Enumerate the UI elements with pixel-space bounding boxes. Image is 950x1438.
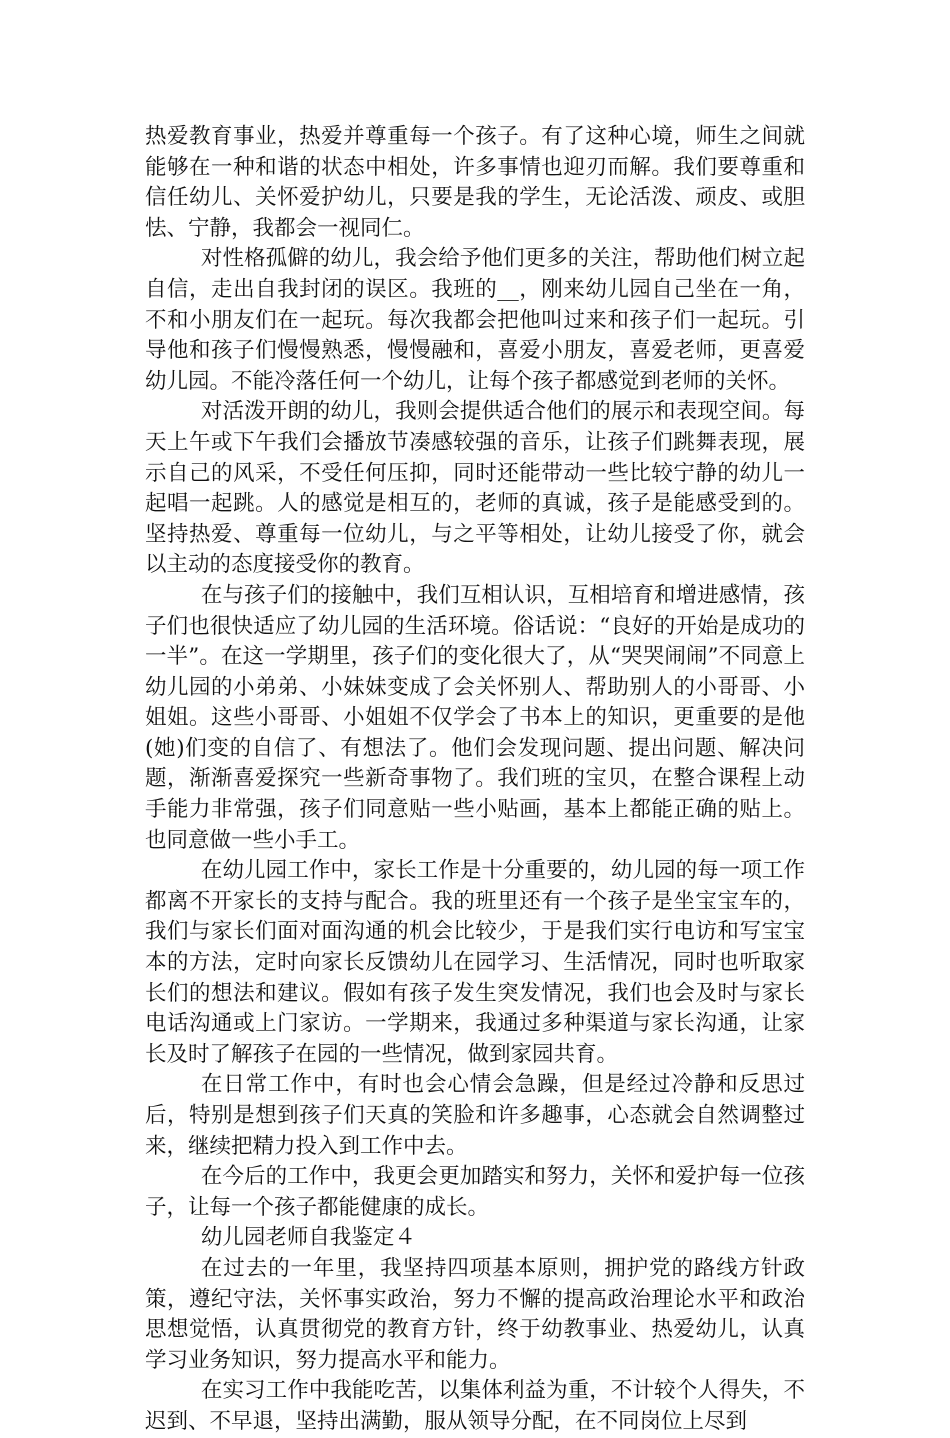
paragraph-future-work: 在今后的工作中，我更会更加踏实和努力，关怀和爱护每一位孩子，让每一个孩子都能健康的成长。 <box>145 1164 805 1220</box>
document-body <box>145 122 805 1438</box>
paragraph-daily-work: 在日常工作中，有时也会心情会急躁，但是经过冷静和反思过后，特别是想到孩子们天真的笑脸和许多趣事，心态就会自然调整过来，继续把精力投入到工作中去。 <box>145 1072 805 1159</box>
paragraph-children-growth: 在与孩子们的接触中，我们互相认识，互相培育和增进感情，孩子们也很快适应了幼儿园的生活环境。俗话说：“良好的开始是成功的一半”。在这一学期里，孩子们的变化很大了，从“哭哭闹闹”不同意上幼儿园的小弟弟、小妹妹变成了会关怀别人、帮助别人的小哥哥、小姐姐。这些小哥哥、小姐姐不仅学会了书本上的知识，更重要的是他(她)们变的自信了、有想法了。他们会发现问题、提出问题、解决问题，渐渐喜爱探究一些新奇事物了。我们班的宝贝，在整合课程上动手能力非常强，孩子们同意贴一些小贴画，基本上都能正确的贴上。也同意做一些小手工。 <box>145 582 805 853</box>
section-heading: 幼儿园老师自我鉴定４ <box>200 1225 416 1251</box>
paragraph-withdrawn-children: 对性格孤僻的幼儿，我会给予他们更多的关注，帮助他们树立起自信，走出自我封闭的误区。我班的__，刚来幼儿园自己坐在一角，不和小朋友们在一起玩。每次我都会把他叫过来和孩子们一起玩。引导他和孩子们慢慢熟悉，慢慢融和，喜爱小朋友，喜爱老师，更喜爱幼儿园。不能冷落任何一个幼儿，让每个孩子都感觉到老师的关怀。 <box>145 246 805 394</box>
paragraph-lively-children: 对活泼开朗的幼儿，我则会提供适合他们的展示和表现空间。每天上午或下午我们会播放节凑感较强的音乐，让孩子们跳舞表现，展示自己的风采，不受任何压抑，同时还能带动一些比较宁静的幼儿一起唱一起跳。人的感觉是相互的，老师的真诚，孩子是能感受到的。坚持热爱、尊重每一位幼儿，与之平等相处，让幼儿接受了你，就会以主动的态度接受你的教育。 <box>145 399 805 578</box>
paragraph-parent-work: 在幼儿园工作中，家长工作是十分重要的，幼儿园的每一项工作都离不开家长的支持与配合。我的班里还有一个孩子是坐宝宝车的，我们与家长们面对面沟通的机会比较少，于是我们实行电访和写宝宝本的方法，定时向家长反馈幼儿在园学习、生活情况，同时也听取家长们的想法和建议。假如有孩子发生突发情况，我们也会及时与家长电话沟通或上门家访。一学期来，我通过多种渠道与家长沟通，让家长及时了解孩子在园的一些情况，做到家园共育。 <box>145 858 805 1067</box>
paragraph-internship: 在实习工作中我能吃苦，以集体利益为重，不计较个人得失，不迟到、不早退，坚持出满勤，服从领导分配，在不同岗位上尽到 <box>145 1378 805 1434</box>
paragraph-respect-children: 热爱教育事业，热爱并尊重每一个孩子。有了这种心境，师生之间就能够在一种和谐的状态中相处，许多事情也迎刃而解。我们要尊重和信任幼儿、关怀爱护幼儿，只要是我的学生，无论活泼、顽皮、或胆怯、宁静，我都会一视同仁。 <box>145 124 805 241</box>
paragraph-past-year: 在过去的一年里，我坚持四项基本原则，拥护党的路线方针政策，遵纪守法，关怀事实政治，努力不懈的提高政治理论水平和政治思想觉悟，认真贯彻党的教育方针，终于幼教事业、热爱幼儿，认真学习业务知识，努力提高水平和能力。 <box>145 1255 805 1373</box>
